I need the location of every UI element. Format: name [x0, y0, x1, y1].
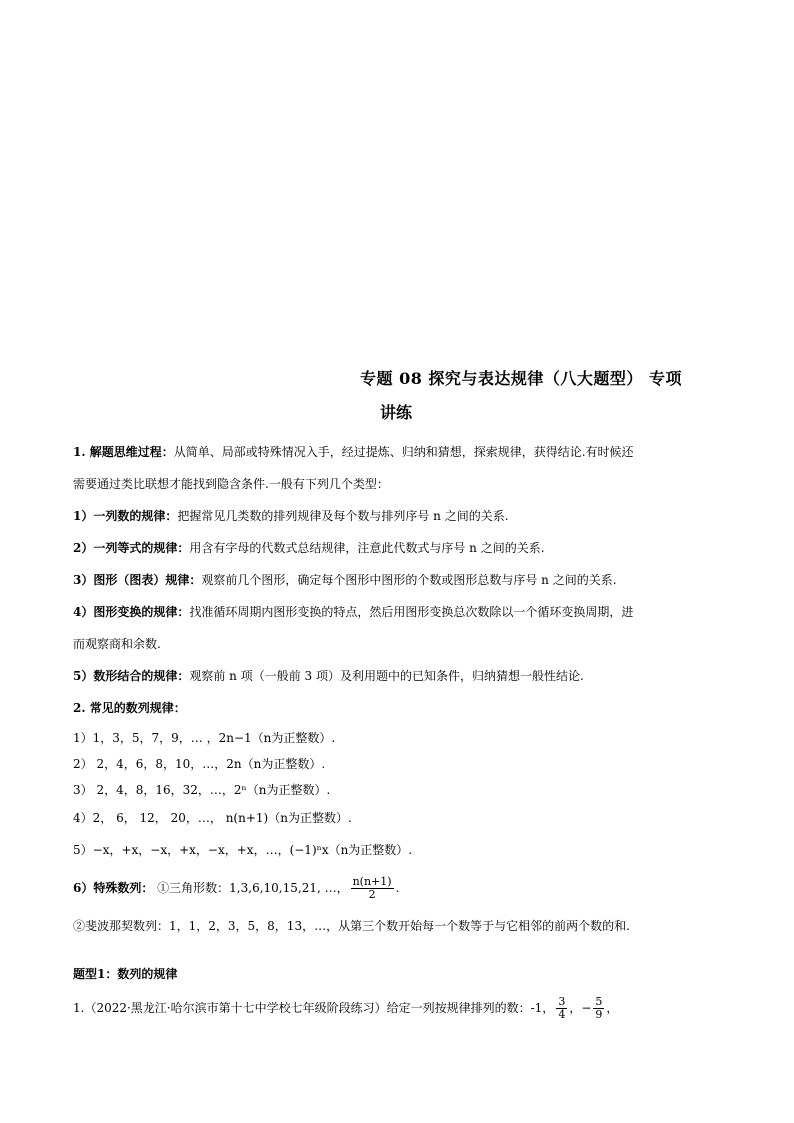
section2-heading: 2. 常见的数列规律： [73, 701, 186, 715]
rule-item [73, 668, 584, 684]
special-sequence-row: 6）特殊数列： ①三角形数：1,3,6,10,15,21, …， $\frac{n(n+1)}{2}$ . [73, 875, 400, 901]
rule-text: 观察前几个图形，确定每个图形中图形的个数或图形总数与序号 n 之间的关系. [201, 573, 617, 587]
page-title: 专题 08 探究与表达规律（八大题型） 专项 [360, 369, 682, 388]
section1-heading: 1. 解题思维过程： [73, 445, 174, 459]
rule-item [73, 604, 633, 620]
sequence-row: 4）2， 6， 12， 20，…， n(n+1)（n为正整数）. [73, 811, 352, 825]
separator: ，− [569, 1001, 592, 1015]
sequence-row: 3） 2，4，8，16，32，…，2ⁿ（n为正整数）. [73, 783, 331, 797]
rule-label: 5）数形结合的规律： [73, 669, 190, 683]
sequence-row: 1）1，3，5，7，9，… ，2n−1（n为正整数）. [73, 731, 336, 745]
rule-text: 把握常见几类数的排列规律及每个数与排列序号 n 之间的关系. [177, 509, 509, 523]
section1-text: 从简单、局部或特殊情况入手，经过提炼、归纳和猜想，探索规律，获得结论.有时候还 [173, 445, 634, 459]
rule-item [73, 540, 545, 556]
fraction [556, 996, 567, 1021]
fraction [593, 996, 604, 1021]
rule-item [73, 572, 617, 588]
sequence-row: 5）−x，+x，−x，+x，−x，+x，…，(−1)ⁿx（n为正整数）. [73, 843, 413, 857]
question-1 [73, 996, 618, 1021]
special-sequence-label: 6）特殊数列： [73, 881, 154, 895]
rule-text: 找准循环周期内图形变换的特点，然后用图形变换总次数除以一个循环变换周期，进 [189, 605, 634, 619]
fraction-numerator: 5 [595, 995, 603, 1008]
rule-item-continued: 而观察商和余数. [73, 637, 161, 651]
separator: ， [606, 1001, 619, 1015]
rule-item [73, 508, 509, 524]
fraction-denominator: 2 [368, 888, 376, 901]
fraction-denominator: 4 [558, 1008, 566, 1021]
section1-line1 [73, 444, 634, 460]
fraction [351, 876, 394, 901]
sequence-row: 2） 2，4，6，8，10，…，2n（n为正整数）. [73, 757, 326, 771]
rule-label: 4）图形变换的规律： [73, 605, 190, 619]
page-title-continued: 讲练 [380, 403, 413, 422]
rule-text: 用含有字母的代数式总结规律，注意此代数式与序号 n 之间的关系. [189, 541, 545, 555]
fraction-numerator: 3 [558, 995, 566, 1008]
triangular-text: ①三角形数：1,3,6,10,15,21, …， [153, 881, 349, 895]
rule-label: 1）一列数的规律： [73, 509, 178, 523]
rule-label: 2）一列等式的规律： [73, 541, 190, 555]
fibonacci-row: ②斐波那契数列：1，1，2，3，5，8，13，…，从第三个数开始每一个数等于与它相邻的前两个数的和. [73, 919, 630, 933]
rule-label: 3）图形（图表）规律： [73, 573, 202, 587]
fraction-numerator: n(n+1) [352, 875, 392, 888]
fraction-denominator: 9 [595, 1008, 603, 1021]
type1-heading: 题型1：数列的规律 [73, 967, 178, 981]
rule-text: 观察前 n 项（一般前 3 项）及利用题中的已知条件，归纳猜想一般性结论. [189, 669, 584, 683]
question-text: 1.（2022·黑龙江·哈尔滨市第十七中学校七年级阶段练习）给定一列按规律排列的数：-1， [73, 1001, 555, 1015]
section1-line2: 需要通过类比联想才能找到隐含条件.一般有下列几个类型： [73, 477, 389, 491]
